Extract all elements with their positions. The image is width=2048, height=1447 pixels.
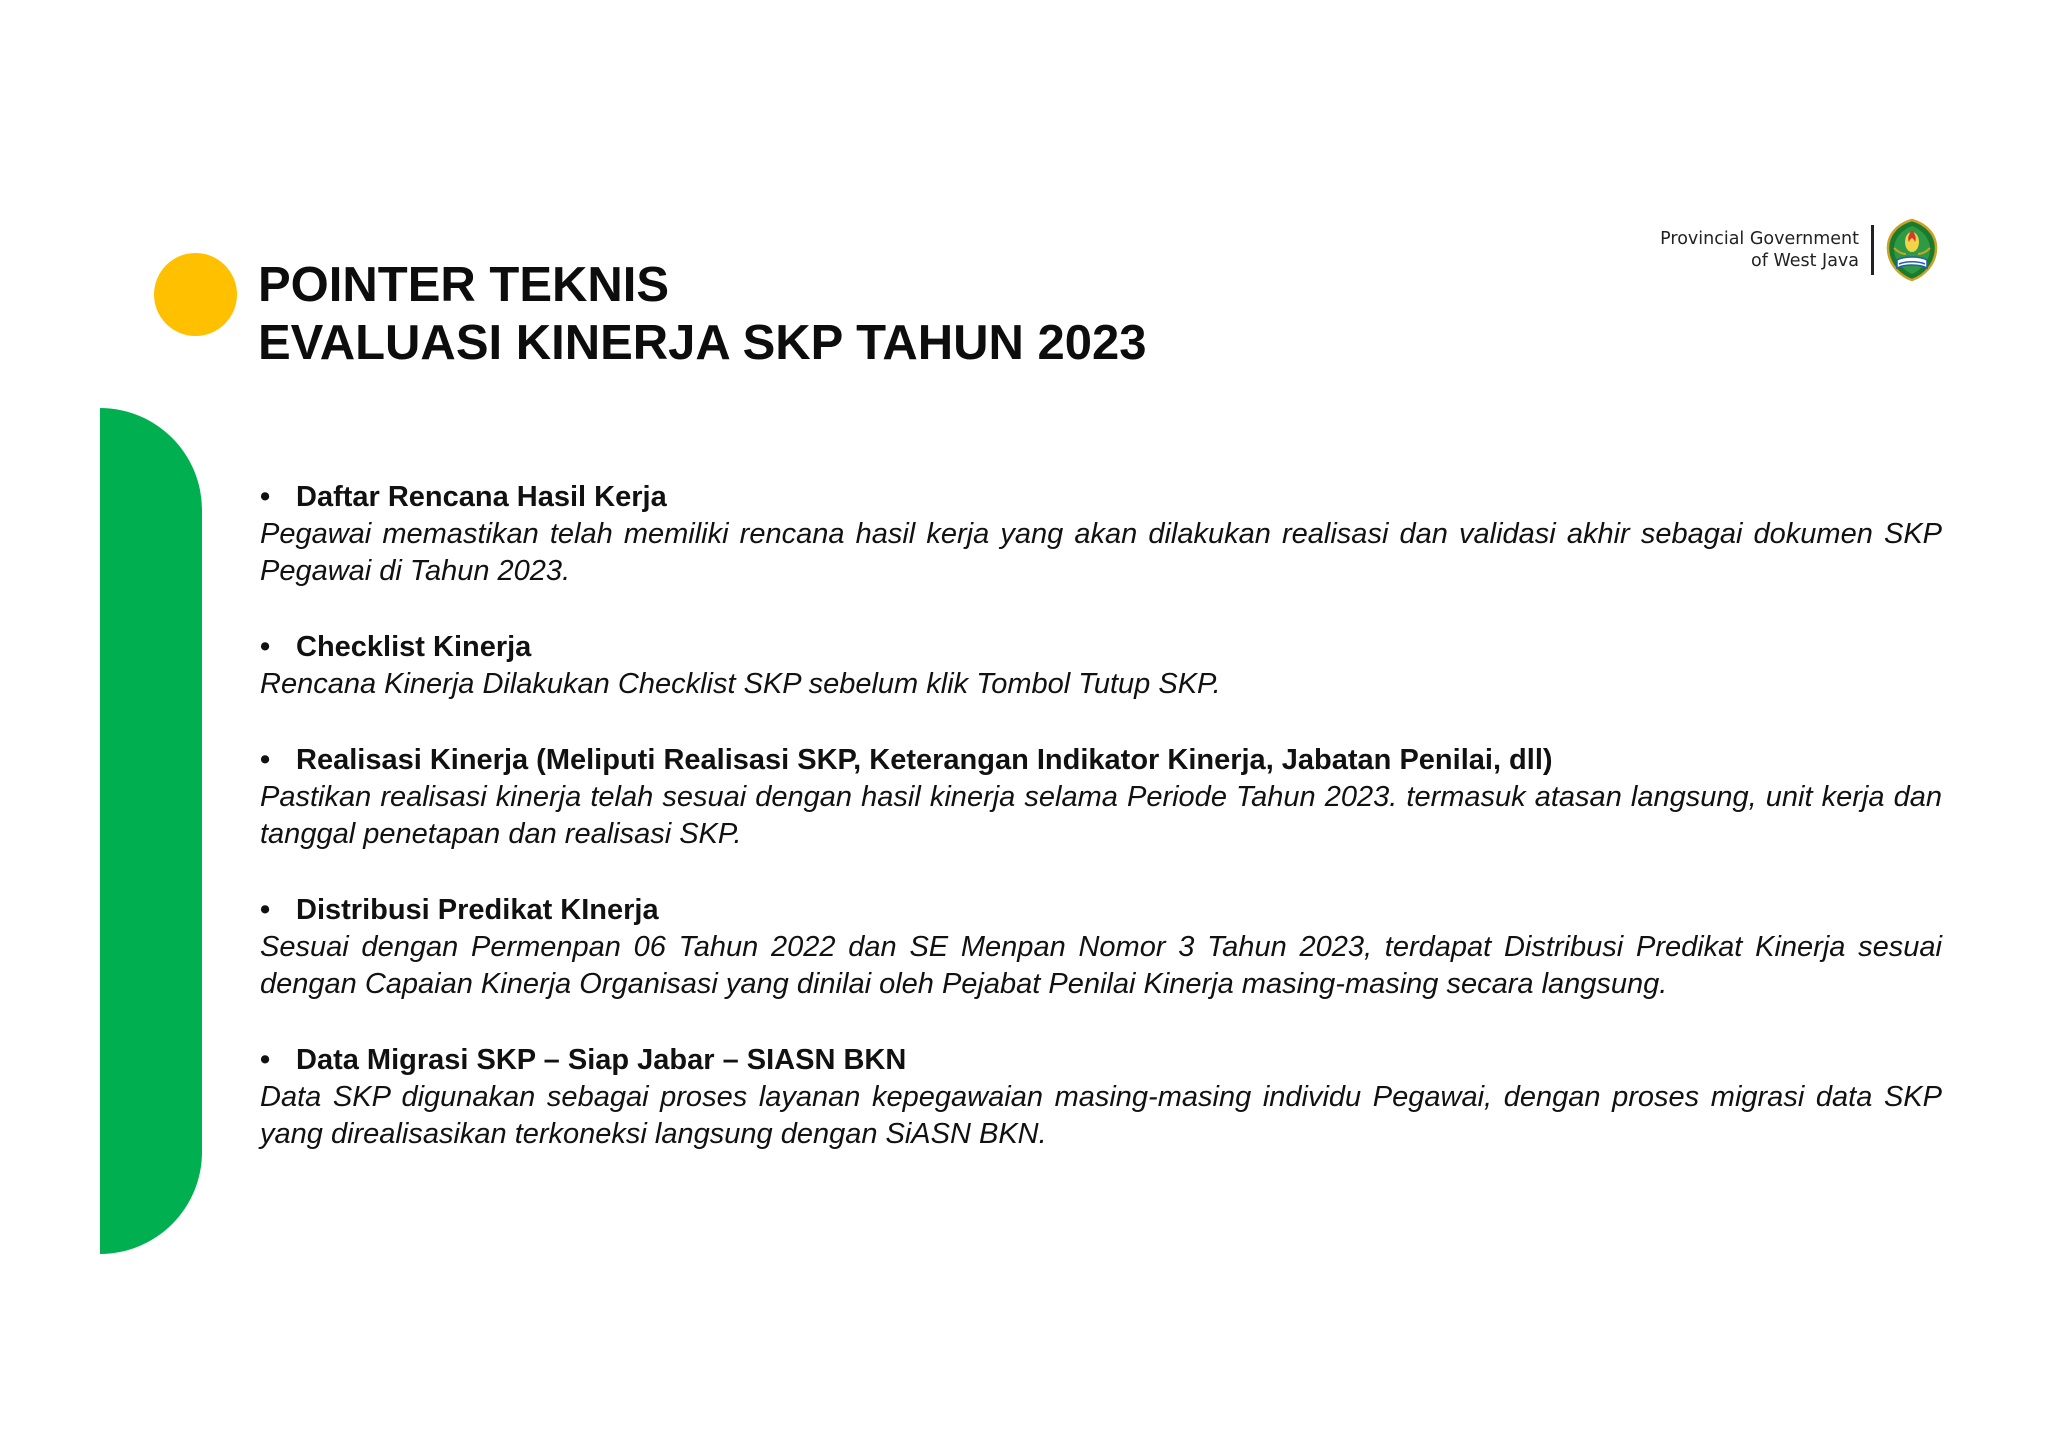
- decorative-yellow-circle: [154, 253, 237, 336]
- item-description: Rencana Kinerja Dilakukan Checklist SKP sebelum klik Tombol Tutup SKP.: [260, 668, 1221, 700]
- item-description: Pegawai memastikan telah memiliki rencana hasil kerja yang akan dilakukan realisasi dan validasi akhir sebagai dokumen SKP Pegawai di Tahun 2023.: [260, 518, 1942, 587]
- brand-line-1: Provincial Government: [1660, 229, 1859, 249]
- bullet: •: [260, 631, 271, 663]
- bullet: •: [260, 744, 271, 776]
- item-heading: [260, 891, 1942, 929]
- list-item: [260, 741, 1942, 853]
- title-line-2: EVALUASI KINERJA SKP TAHUN 2023: [258, 316, 1147, 370]
- item-heading-text: Data Migrasi SKP – Siap Jabar – SIASN BKN: [296, 1044, 907, 1076]
- list-item: [260, 478, 1942, 590]
- item-heading-text: Distribusi Predikat KInerja: [296, 894, 659, 926]
- item-description: Data SKP digunakan sebagai proses layanan kepegawaian masing-masing individu Pegawai, dengan proses migrasi data SKP yang direalisasikan terkoneksi langsung dengan SiASN BKN.: [260, 1081, 1942, 1150]
- page-title: [258, 256, 1147, 372]
- item-heading: [260, 478, 1942, 516]
- brand-block: [1660, 218, 1940, 282]
- decorative-green-bar: [100, 408, 202, 1254]
- item-heading-text: Daftar Rencana Hasil Kerja: [296, 481, 667, 513]
- pointer-list: [260, 478, 1942, 1191]
- brand-line-2: of West Java: [1751, 251, 1859, 271]
- list-item: [260, 1041, 1942, 1153]
- bullet: •: [260, 1044, 271, 1076]
- bullet: •: [260, 894, 271, 926]
- list-item: [260, 891, 1942, 1003]
- item-description: Pastikan realisasi kinerja telah sesuai dengan hasil kinerja selama Periode Tahun 2023. termasuk atasan langsung, unit kerja dan tanggal penetapan dan realisasi SKP.: [260, 781, 1942, 850]
- brand-text: [1660, 228, 1859, 272]
- bullet: •: [260, 481, 271, 513]
- item-heading-text: Checklist Kinerja: [296, 631, 532, 663]
- item-heading: [260, 741, 1942, 779]
- item-heading-text: Realisasi Kinerja (Meliputi Realisasi SKP, Keterangan Indikator Kinerja, Jabatan Penilai, dll): [296, 744, 1553, 776]
- list-item: [260, 628, 1942, 703]
- item-description: Sesuai dengan Permenpan 06 Tahun 2022 dan SE Menpan Nomor 3 Tahun 2023, terdapat Distribusi Predikat Kinerja sesuai dengan Capaian Kinerja Organisasi yang dinilai oleh Pejabat Penilai Kinerja masing-masing secara langsung.: [260, 931, 1942, 1000]
- title-line-1: POINTER TEKNIS: [258, 258, 670, 312]
- brand-divider: [1871, 225, 1874, 275]
- west-java-emblem-icon: [1884, 218, 1940, 282]
- item-heading: [260, 1041, 1942, 1079]
- item-heading: [260, 628, 1942, 666]
